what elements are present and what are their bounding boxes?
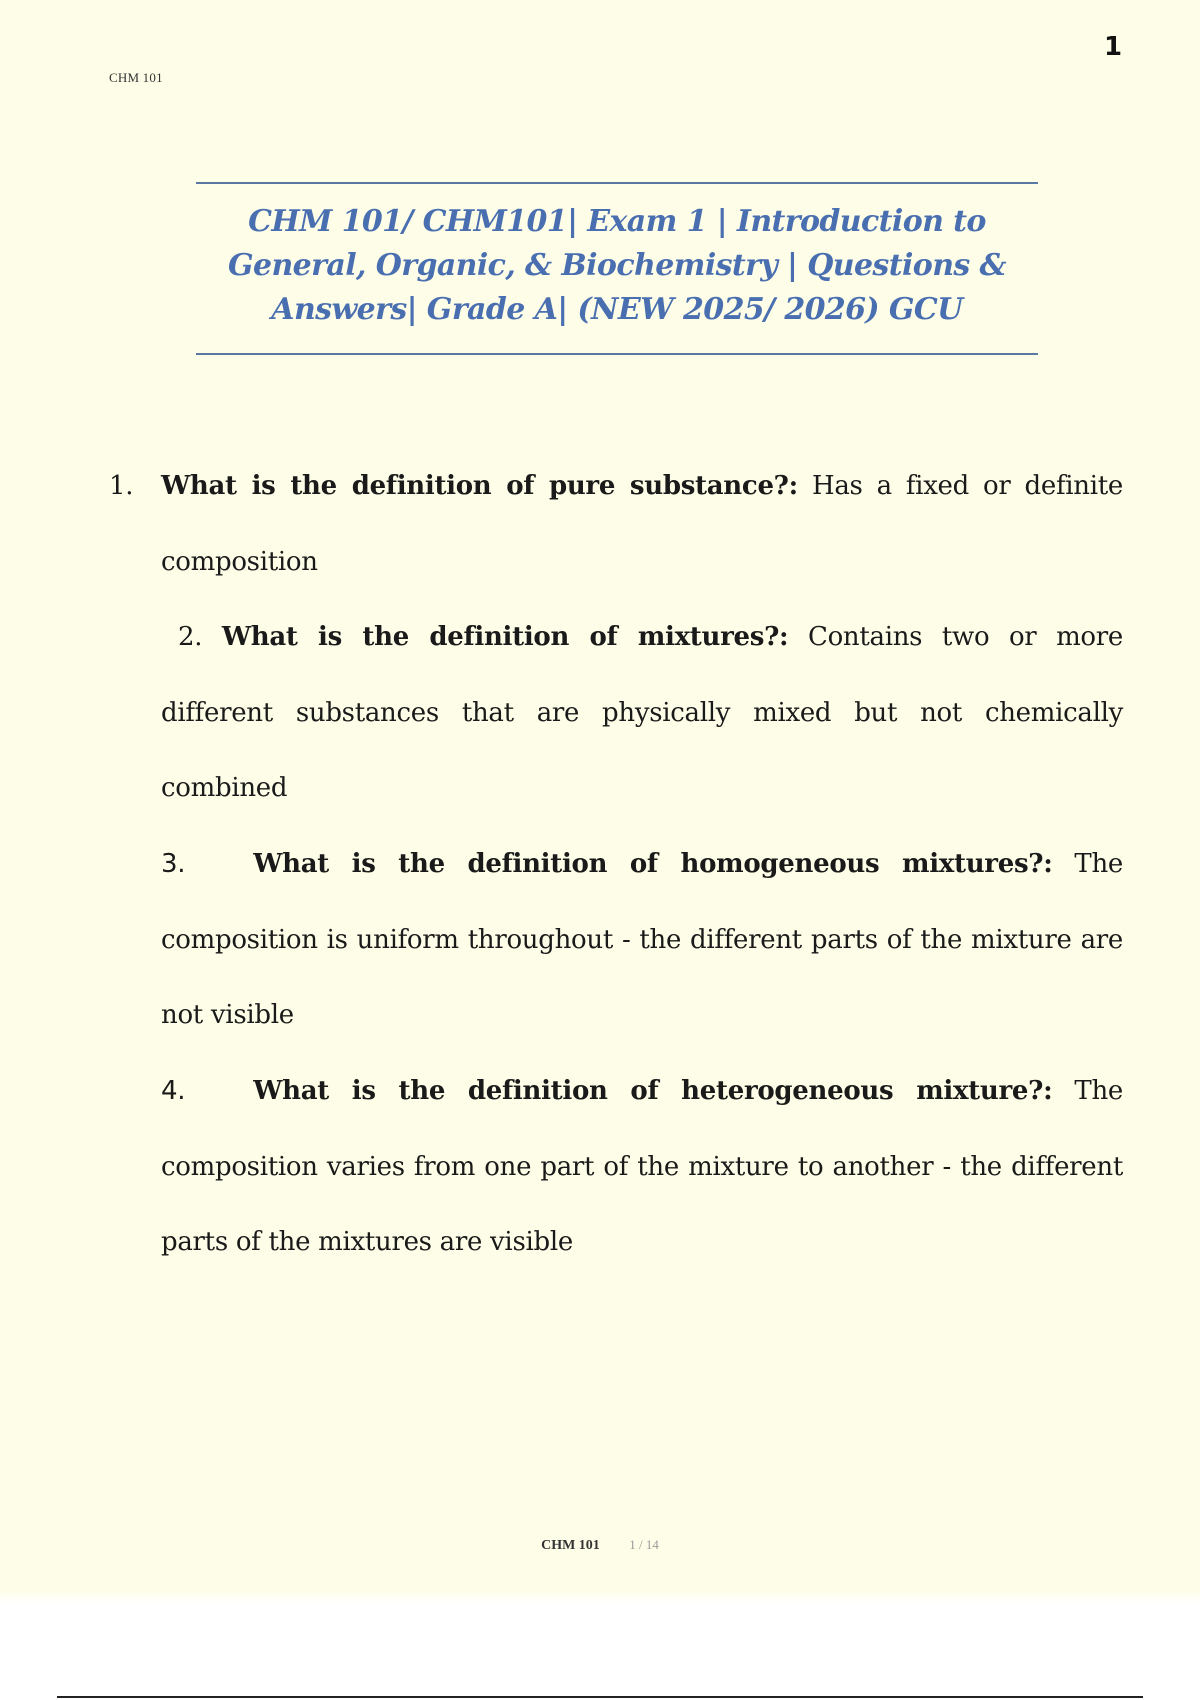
page-footer <box>0 1537 1200 1554</box>
qa-item <box>161 827 1123 1054</box>
page-indicator: 1 / 14 <box>629 1537 659 1552</box>
title-line: Answers| Grade A| (NEW 2025/ 2026) GCU <box>271 292 963 327</box>
page-edge-fade <box>0 1590 1200 1604</box>
answer-text: Contains two or more different substances that are physically mixed but not chemically combined <box>161 622 1123 803</box>
bottom-divider <box>57 1696 1143 1698</box>
title-bottom-rule <box>196 353 1038 355</box>
answer-text: Has a fixed or definite composition <box>161 471 1123 577</box>
item-number: 1. <box>109 471 134 501</box>
item-number: 2. <box>178 622 203 652</box>
title-line: CHM 101/ CHM101| Exam 1 | Introduction to <box>248 204 986 239</box>
qa-item <box>161 1054 1123 1281</box>
title-line: General, Organic, & Biochemistry | Questions & <box>227 248 1007 283</box>
footer-label: CHM 101 <box>541 1538 600 1553</box>
title-top-rule <box>196 182 1038 184</box>
page-number: 1 <box>1104 32 1123 62</box>
item-number: 3. <box>161 849 186 879</box>
question-text: What is the definition of pure substance?: <box>161 471 798 501</box>
running-header: CHM 101 <box>109 70 163 85</box>
qa-item <box>109 449 1123 600</box>
item-number: 4. <box>161 1076 186 1106</box>
answer-text: The composition is uniform throughout - the different parts of the mixture are not visible <box>161 849 1123 1030</box>
qa-item <box>161 600 1123 827</box>
question-text: What is the definition of heterogeneous mixture?: <box>253 1076 1053 1106</box>
document-title <box>196 200 1038 332</box>
question-text: What is the definition of mixtures?: <box>221 622 789 652</box>
question-text: What is the definition of homogeneous mixtures?: <box>253 849 1053 879</box>
answer-text: The composition varies from one part of the mixture to another - the different parts of the mixtures are visible <box>161 1076 1123 1257</box>
